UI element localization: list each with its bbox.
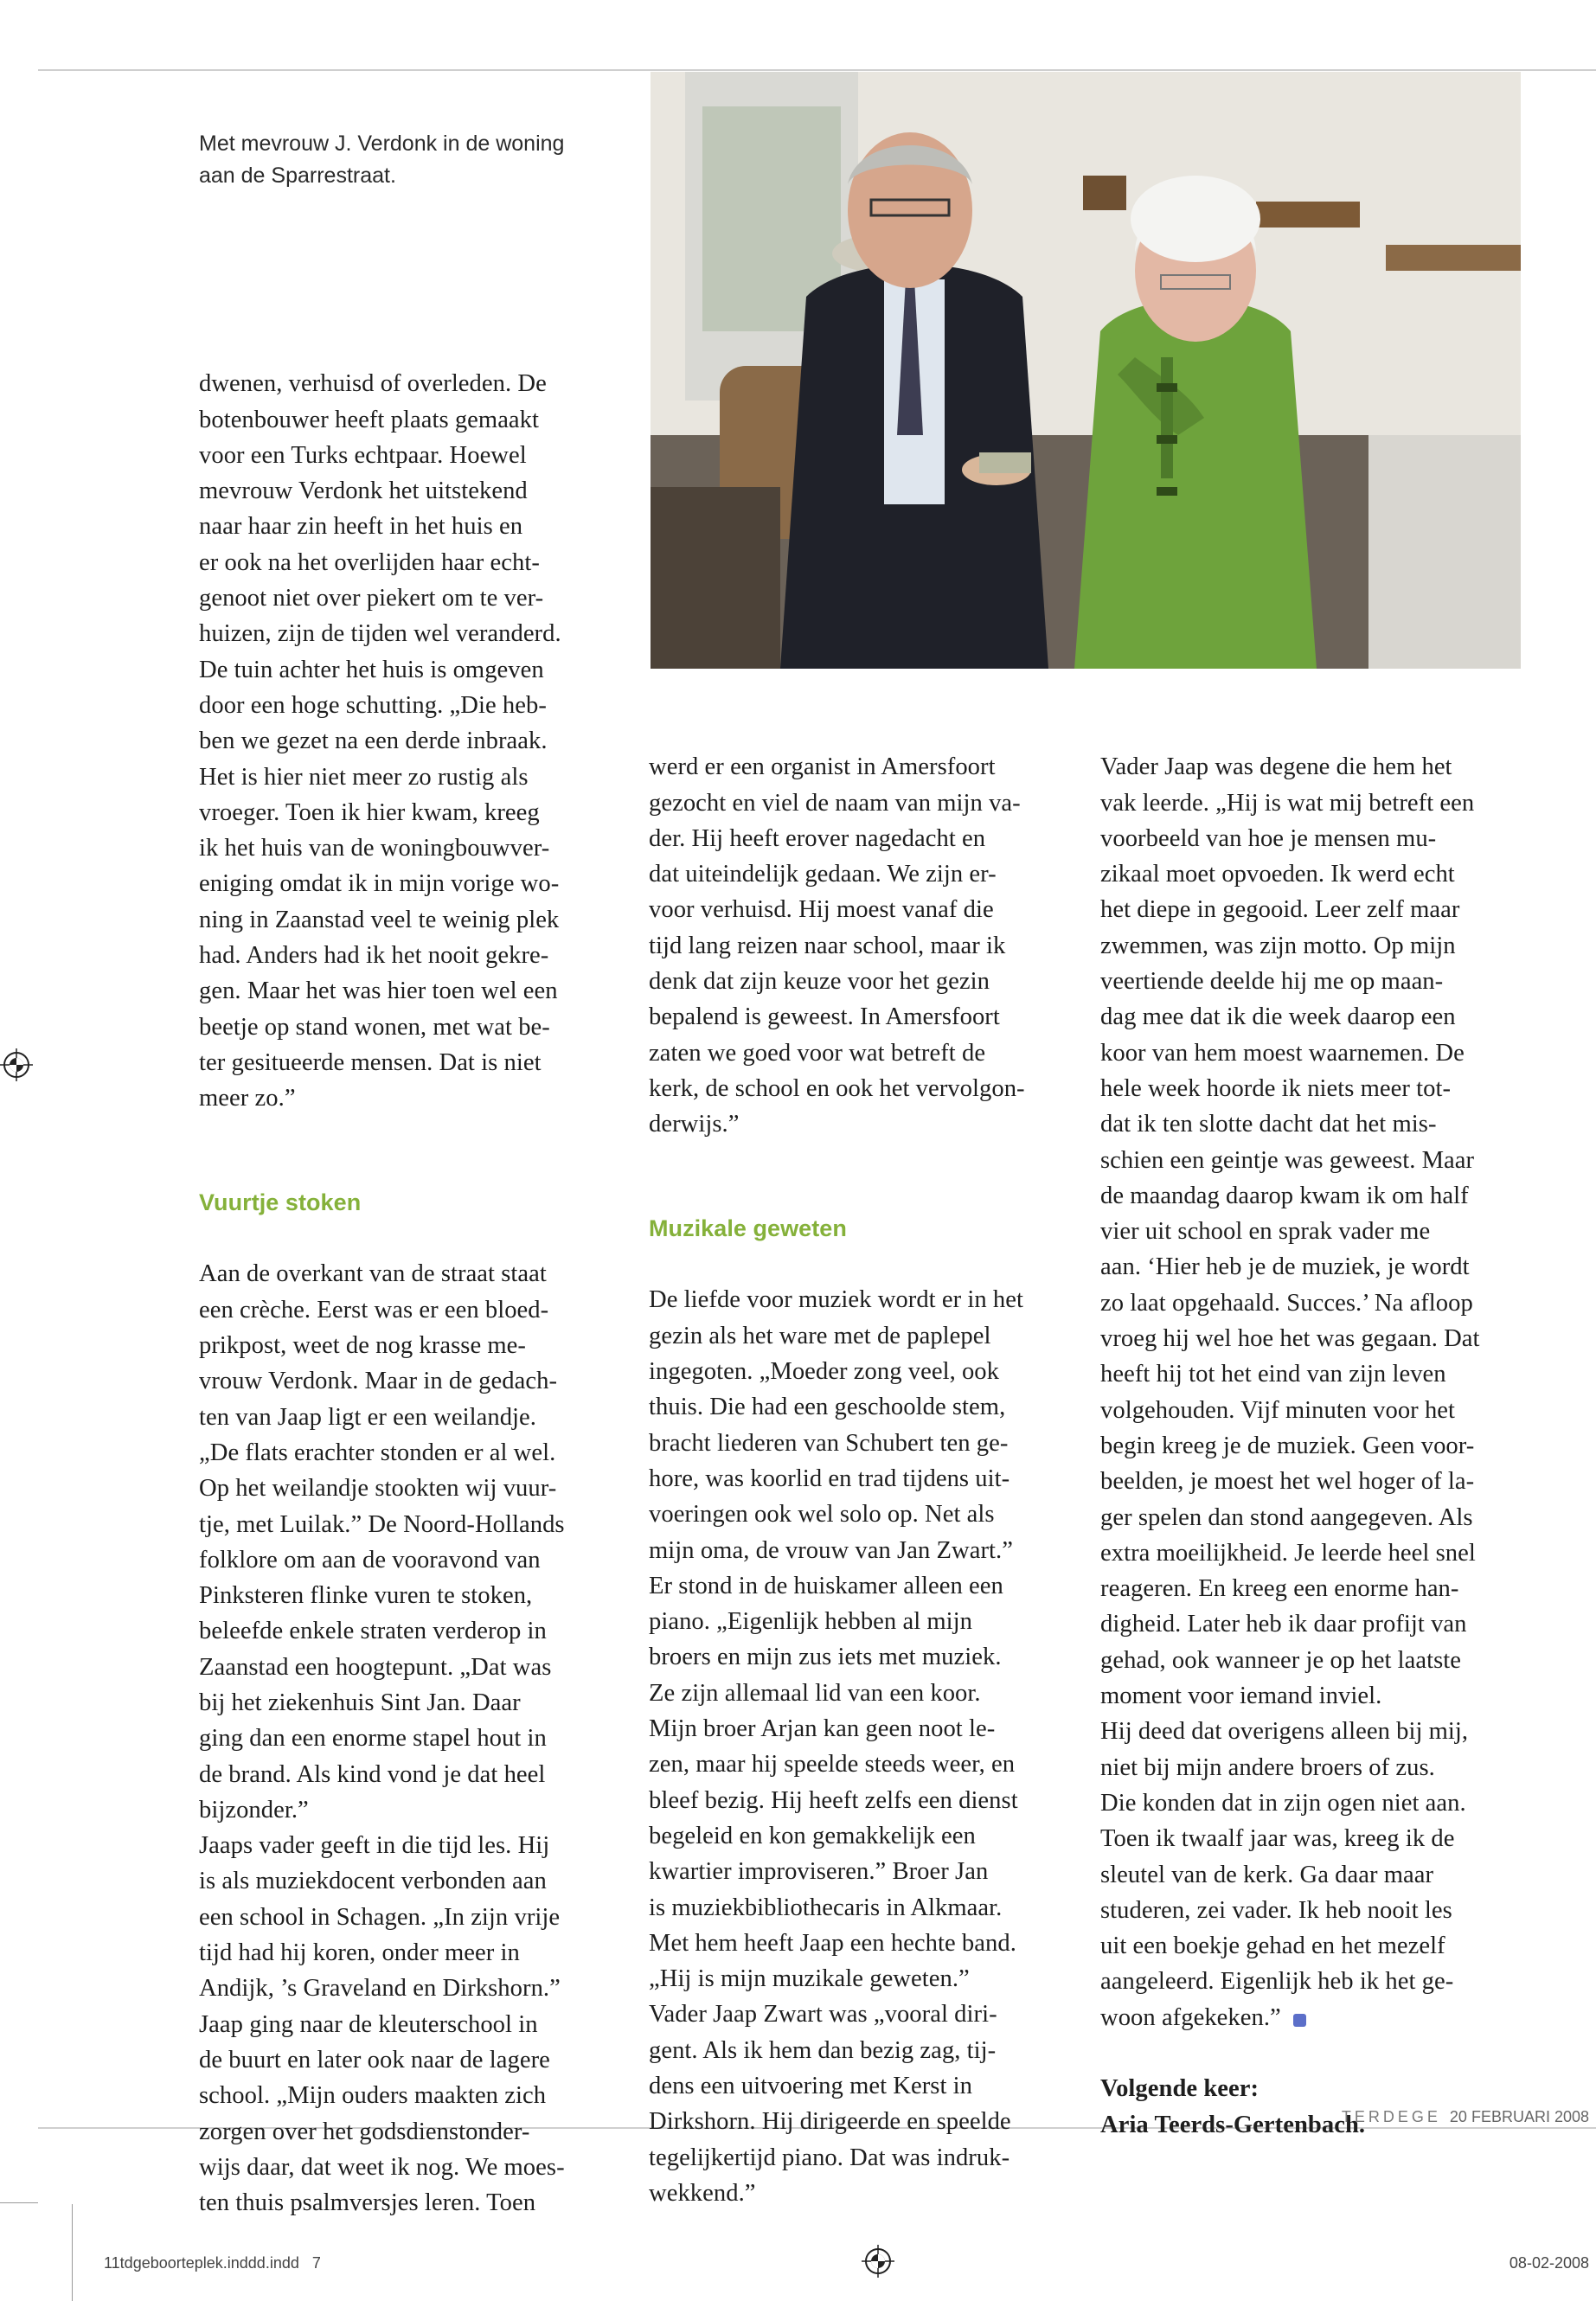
magazine-footer [1342, 2108, 1589, 2126]
registration-mark-icon [0, 1048, 33, 1081]
next-time-name: Aria Teerds-Gertenbach. [1100, 2111, 1366, 2138]
col2-paragraph-2: De liefde voor muziek wordt er in het gezin als het ware met de paplepel ingegoten. „Moeder zong veel, ook thuis. Die had een geschoolde stem, bracht liederen van Schubert ten ge- hore, was koorlid en trad tijdens uit- voeringen ook wel solo op. Net als mijn oma, de vrouw van Jan Zwart.” Er stond in de huiskamer alleen een piano. „Eigenlijk hebben al mijn broers en mijn zus iets met muziek. Ze zijn allemaal lid van een koor. Mijn broer Arjan kan geen noot le- zen, maar hij speelde steeds weer, en bleef bezig. Hij heeft zelfs een dienst begeleid en kon gemakkelijk een kwartier improviseren.” Broer Jan is muziekbibliothecaris in Alkmaar. Met hem heeft Jaap een hechte band. „Hij is mijn muzikale geweten.” Vader Jaap Zwart was „vooral diri- gent. Als ik hem dan bezig zag, tij- dens een uitvoering met Kerst in Dirkshorn. Hij dirigeerde en speelde tegelijkertijd piano. Dat was indruk- wekkend.” [649, 1286, 1023, 2207]
issue-date: 20 FEBRUARI 2008 [1449, 2108, 1589, 2125]
left-crop-mark [0, 2202, 38, 2203]
next-time-note [1100, 2071, 1559, 2143]
subheading-vuurtje-stoken: Vuurtje stoken [199, 1189, 362, 1215]
next-time-label: Volgende keer: [1100, 2075, 1259, 2103]
col3-paragraph-text: Vader Jaap was degene die hem het vak leerde. „Hij is wat mij betreft een voorbeeld van hoe je mensen mu- zikaal moet opvoeden. Ik werd echt het diepe in gegooid. Leer zelf maar zwemmen, was zijn motto. Op mijn veertiende deelde hij me op maan- dag mee dat ik die week daarop een koor van hem moest waarnemen. De hele week hoorde ik niets meer tot- dat ik ten slotte dacht dat het mis- schien een geintje was geweest. Maar de maandag daarop kwam ik om half vier uit school en sprak vader me aan. ‘Hier heb je de muziek, je wordt zo laat opgehaald. Succes.’ Na afloop vroeg hij wel hoe het was gegaan. Dat heeft hij tot het eind van zijn leven volgehouden. Vijf minuten voor het begin kreeg je de muziek. Geen voor- beelden, je moest het wel hoger of la- ger spelen dan stond aangegeven. Als extra moeilijkheid. Je leerde heel snel reageren. En kreeg een enorme han- digheid. Later heb ik daar profijt van gehad, ook wanneer je op het laatste moment voor iemand inviel. Hij deed dat overigens alleen bij mij, niet bij mijn andere broers of zus. Die konden dat in zijn ogen niet aan. Toen ik twaalf jaar was, kreeg ik de sleutel van de kerk. Ga daar maar studeren, zei vader. Ik heb nooit les uit een boekje gehad en het mezelf aangeleerd. Eigenlijk heb ik het ge- woon afgekeken.” [1100, 753, 1480, 2031]
col1-paragraph-2: Aan de overkant van de straat staat een crèche. Eerst was er een bloed- prikpost, weet de nog krasse me- vrouw Verdonk. Maar in de gedach- ten van Jaap ligt er een weilandje. „De flats erachter stonden er al wel. Op het weilandje stookten wij vuur- tje, met Luilak.” De Noord-Hollands folklore om aan de vooravond van Pinksteren flinke vuren te stoken, beleefde enkele straten verderop in Zaanstad een hoogtepunt. „Dat was bij het ziekenhuis Sint Jan. Daar ging dan een enorme stapel hout in de brand. Als kind vond je dat heel bijzonder.” Jaaps vader geeft in die tijd les. Hij is als muziekdocent verbonden aan een school in Schagen. „In zijn vrije tijd had hij koren, onder meer in Andijk, ’s Graveland en Dirkshorn.” Jaap ging naar de kleuterschool in de buurt en later ook naar de lagere school. „Mijn ouders maakten zich zorgen over het godsdienstonder- wijs daar, dat weet ik nog. We moes- ten thuis psalmversjes leren. Toen [199, 1260, 565, 2217]
top-rule [38, 69, 1596, 71]
print-date: 08-02-2008 [1509, 2254, 1589, 2272]
registration-mark-bottom-icon [862, 2245, 894, 2278]
magazine-name: TERDEGE [1341, 2108, 1441, 2125]
col1-paragraph-1: dwenen, verhuisd of overleden. De botenbouwer heeft plaats gemaakt voor een Turks echtpaar. Hoewel mevrouw Verdonk het uitstekend naar haar zin heeft in het huis en er ook na het overlijden haar echt- genoot niet over piekert om te ver- huizen, zijn de tijden wel veranderd. De tuin achter het huis is omgeven door een hoge schutting. „Die heb- ben we gezet na een derde inbraak. Het is hier niet meer zo rustig als vroeger. Toen ik hier kwam, kreeg ik het huis van de woningbouwver- eniging omdat ik in mijn vorige wo- ning in Zaanstad veel te weinig plek had. Anders had ik het nooit gekre- gen. Maar het was hier toen wel een beetje op stand wonen, met wat be- ter gesitueerde mensen. Dat is niet meer zo.” [199, 370, 561, 1112]
file-slug: 11tdgeboorteplek.inddd.indd 7 [104, 2254, 321, 2272]
subheading-muzikale-geweten: Muzikale geweten [649, 1215, 847, 1241]
article-photo [651, 72, 1521, 669]
article-column-3 [1100, 714, 1559, 2178]
col3-paragraph-1 [1100, 749, 1559, 2035]
col2-paragraph-1: werd er een organist in Amersfoort gezocht en viel de naam van mijn va- der. Hij heeft erover nagedacht en dat uiteindelijk gedaan. We zijn er- voor verhuisd. Hij moest vanaf die tijd lang reizen naar school, maar ik denk dat zijn keuze voor het gezin bepalend is geweest. In Amersfoort zaten we goed voor wat betreft de kerk, de school en ook het vervolgon- derwijs.” [649, 753, 1025, 1138]
left-bleed-line [72, 2204, 73, 2301]
end-of-article-icon [1293, 2014, 1306, 2027]
article-column-2 [649, 714, 1081, 2247]
photo-caption: Met mevrouw J. Verdonk in de woning aan de Sparrestraat. [199, 131, 565, 188]
article-column-1 [199, 330, 631, 2257]
